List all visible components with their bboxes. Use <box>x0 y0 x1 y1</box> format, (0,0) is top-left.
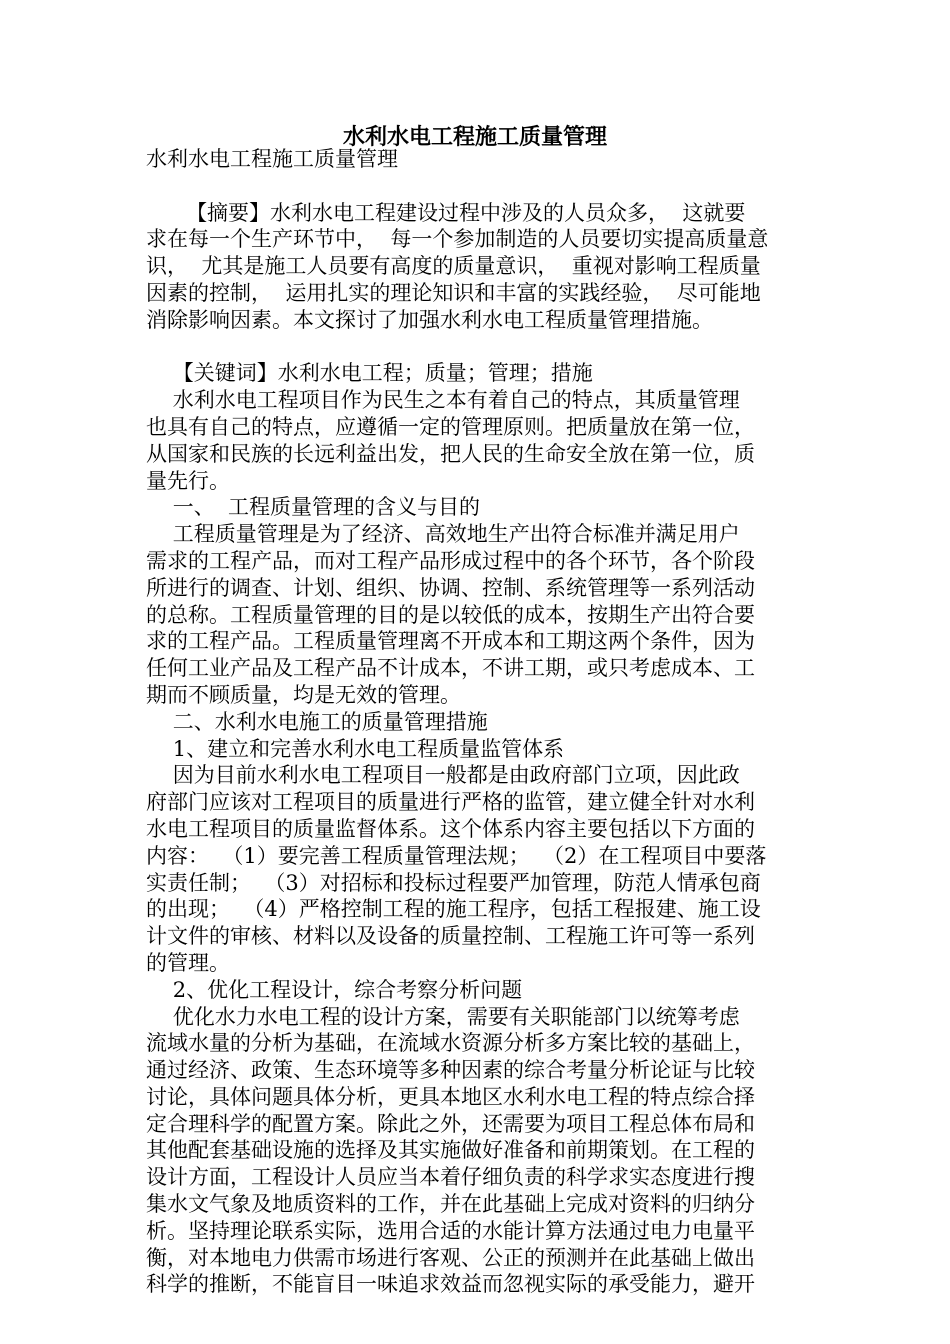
text-line: 集水文气象及地质资料的工作，并在此基础上完成对资料的归纳分 <box>146 1192 755 1217</box>
text-line: 水电工程项目的质量监督体系。这个体系内容主要包括以下方面的 <box>146 816 755 841</box>
text-line: 实责任制； （3）对招标和投标过程要严加管理，防范人情承包商 <box>146 870 761 895</box>
text-line: 期而不顾质量，均是无效的管理。 <box>146 682 461 707</box>
text-line: 计文件的审核、材料以及设备的质量控制、工程施工许可等一系列 <box>146 924 755 949</box>
text-line: 因素的控制， 运用扎实的理论知识和丰富的实践经验， 尽可能地 <box>146 280 761 305</box>
text-line: 定合理科学的配置方案。除此之外，还需要为项目工程总体布局和 <box>146 1111 755 1136</box>
text-line: 需求的工程产品，而对工程产品形成过程中的各个环节，各个阶段 <box>146 548 755 573</box>
text-line: 其他配套基础设施的选择及其实施做好准备和前期策划。在工程的 <box>146 1138 755 1163</box>
text-line: 消除影响因素。本文探讨了加强水利水电工程质量管理措施。 <box>146 307 713 332</box>
text-line: 一、 工程质量管理的含义与目的 <box>146 495 481 520</box>
document-title: 水利水电工程施工质量管理 <box>342 124 607 150</box>
text-line: 的总称。工程质量管理的目的是以较低的成本，按期生产出符合要 <box>146 602 755 627</box>
document-body <box>146 146 806 1298</box>
blank-line <box>146 334 806 361</box>
text-line: 的管理。 <box>146 950 230 975</box>
text-line: 二、水利水电施工的质量管理措施 <box>146 709 488 734</box>
text-line: 【摘要】水利水电工程建设过程中涉及的人员众多， 这就要 <box>146 200 746 225</box>
text-line: 内容： （1）要完善工程质量管理法规； （2）在工程项目中要落 <box>146 843 767 868</box>
text-line: 识， 尤其是施工人员要有高度的质量意识， 重视对影响工程质量 <box>146 254 761 279</box>
text-line: 所进行的调查、计划、组织、协调、控制、系统管理等一系列活动 <box>146 575 755 600</box>
text-line: 因为目前水利水电工程项目一般都是由政府部门立项，因此政 <box>146 763 740 788</box>
text-line: 通过经济、政策、生态环境等多种因素的综合考量分析论证与比较 <box>146 1058 755 1083</box>
text-line: 科学的推断，不能盲目一味追求效益而忽视实际的承受能力，避开 <box>146 1272 755 1297</box>
text-line: 任何工业产品及工程产品不计成本，不讲工期，或只考虑成本、工 <box>146 656 755 681</box>
text-line: 衡，对本地电力供需市场进行客观、公正的预测并在此基础上做出 <box>146 1245 755 1270</box>
text-line: 也具有自己的特点，应遵循一定的管理原则。把质量放在第一位， <box>146 414 755 439</box>
text-line: 1、建立和完善水利水电工程质量监管体系 <box>146 736 565 761</box>
text-line: 优化水力水电工程的设计方案，需要有关职能部门以统筹考虑 <box>146 1004 740 1029</box>
text-line: 设计方面，工程设计人员应当本着仔细负责的科学求实态度进行搜 <box>146 1165 755 1190</box>
text-line: 量先行。 <box>146 468 230 493</box>
text-line: 求的工程产品。工程质量管理离不开成本和工期这两个条件，因为 <box>146 629 755 654</box>
text-line: 水利水电工程项目作为民生之本有着自己的特点，其质量管理 <box>146 388 740 413</box>
text-line: 水利水电工程施工质量管理 <box>146 147 398 171</box>
text-line: 求在每一个生产环节中， 每一个参加制造的人员要切实提高质量意 <box>146 227 769 252</box>
text-line: 工程质量管理是为了经济、高效地生产出符合标准并满足用户 <box>146 522 740 547</box>
text-line: 的出现； （4）严格控制工程的施工程序，包括工程报建、施工设 <box>146 897 761 922</box>
text-line: 从国家和民族的长远利益出发，把人民的生命安全放在第一位，质 <box>146 441 755 466</box>
blank-line <box>146 173 806 200</box>
text-line: 【关键词】水利水电工程；质量；管理；措施 <box>146 361 593 386</box>
text-line: 府部门应该对工程项目的质量进行严格的监管，建立健全针对水利 <box>146 790 755 815</box>
text-line: 讨论，具体问题具体分析，更具本地区水利水电工程的特点综合择 <box>146 1084 755 1109</box>
text-line: 流域水量的分析为基础，在流域水资源分析多方案比较的基础上， <box>146 1031 755 1056</box>
text-line: 2、优化工程设计，综合考察分析问题 <box>146 977 523 1002</box>
text-line: 析。坚持理论联系实际，选用合适的水能计算方法通过电力电量平 <box>146 1218 755 1243</box>
